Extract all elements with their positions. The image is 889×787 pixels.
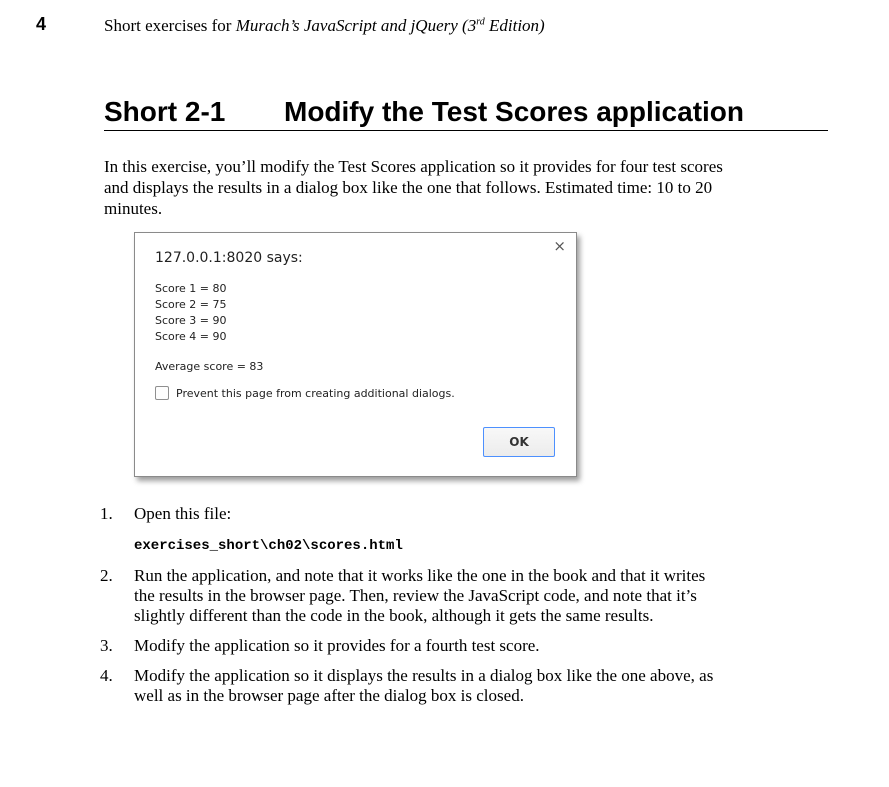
step-number: 4. bbox=[100, 666, 113, 685]
score-line: Score 4 = 90 bbox=[155, 330, 227, 343]
running-header-prefix: Short exercises for bbox=[104, 16, 236, 35]
average-score: Average score = 83 bbox=[155, 360, 264, 373]
ok-button[interactable]: OK bbox=[483, 427, 555, 457]
step-text: Run the application, and note that it works like the one in the book and that it writes the results in the browser page. Then, review the JavaScript code, and note that it’s slightly different than the code in the book, although it gets the same results. bbox=[134, 566, 706, 625]
edition-suffix: Edition) bbox=[484, 16, 545, 35]
step-item bbox=[100, 504, 730, 556]
step-number: 1. bbox=[100, 504, 113, 523]
step-item bbox=[100, 566, 730, 626]
exercise-heading bbox=[104, 96, 828, 131]
step-text: Modify the application so it provides for a fourth test score. bbox=[134, 636, 540, 655]
prevent-dialogs-option[interactable] bbox=[155, 386, 455, 400]
step-item bbox=[100, 666, 730, 706]
close-icon[interactable]: × bbox=[553, 237, 566, 255]
intro-paragraph: In this exercise, you’ll modify the Test Scores application so it provides for four test scores and displays the results in a dialog box like the one that follows. Estimated time: 10 to 20 minutes. bbox=[104, 157, 723, 218]
score-lines bbox=[155, 281, 227, 345]
steps-list bbox=[100, 504, 730, 716]
book-title-text: Murach’s JavaScript and jQuery (3 bbox=[235, 16, 477, 35]
step-number: 2. bbox=[100, 566, 113, 585]
dialog-origin: 127.0.0.1:8020 says: bbox=[155, 250, 303, 266]
prevent-dialogs-label: Prevent this page from creating additional dialogs. bbox=[176, 386, 455, 400]
page-number: 4 bbox=[36, 14, 47, 34]
score-line: Score 1 = 80 bbox=[155, 282, 227, 295]
step-text: Modify the application so it displays the results in a dialog box like the one above, as well as in the browser page after the dialog box is closed. bbox=[134, 666, 714, 705]
exercise-title: Modify the Test Scores application bbox=[284, 96, 745, 127]
score-line: Score 3 = 90 bbox=[155, 314, 227, 327]
prevent-dialogs-checkbox[interactable] bbox=[155, 386, 169, 400]
alert-dialog bbox=[134, 232, 577, 477]
step-number: 3. bbox=[100, 636, 113, 655]
edition-superscript: rd bbox=[476, 16, 485, 28]
step-item bbox=[100, 636, 730, 656]
running-header bbox=[104, 16, 545, 36]
file-path: exercises_short\ch02\scores.html bbox=[134, 538, 403, 554]
exercise-number: Short 2-1 bbox=[104, 96, 226, 127]
score-line: Score 2 = 75 bbox=[155, 298, 227, 311]
step-text: Open this file: bbox=[134, 504, 232, 523]
book-title bbox=[236, 16, 545, 35]
